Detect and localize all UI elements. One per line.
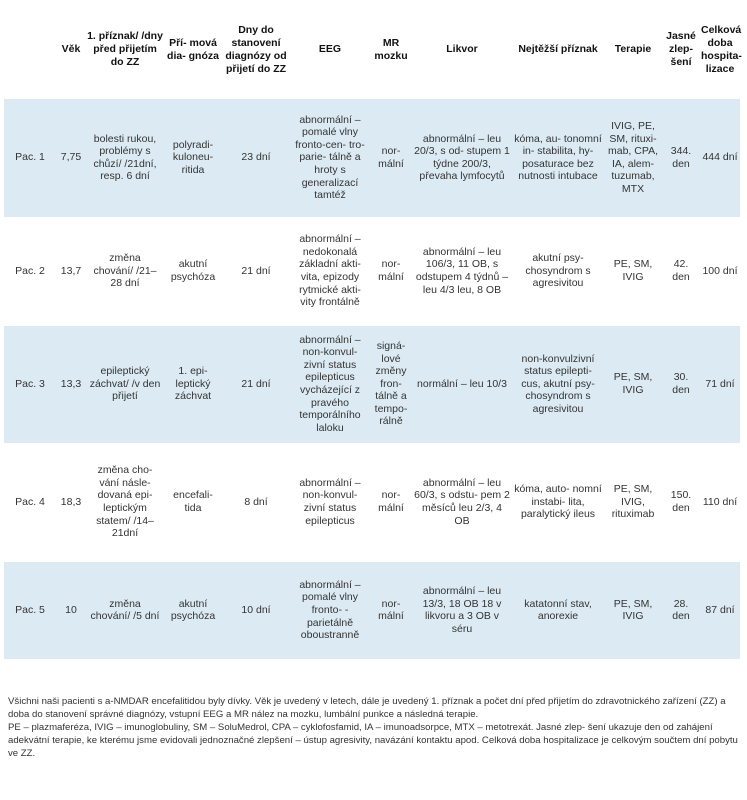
table-cell: 150. den — [662, 443, 700, 561]
table-cell: 100 dní — [700, 217, 740, 325]
table-cell: 8 dní — [222, 443, 290, 561]
header-cell: Pří- mová dia- gnóza — [167, 36, 219, 62]
table-cell: Pac. 2 — [4, 217, 56, 325]
table-cell: signá- lové změny fron- tálně a tempo- rálně — [370, 325, 412, 443]
table-cell: nor- mální — [370, 443, 412, 561]
table-cell: 1. epi- leptický záchvat — [164, 325, 222, 443]
table-cell: PE, SM, IVIG — [604, 561, 662, 659]
table-cell: 87 dní — [700, 561, 740, 659]
table-cell: abnormální – leu 106/3, 11 OB, s odstupem 4 týdnů – leu 4/3 leu, 8 OB — [412, 217, 512, 325]
table-cell: 42. den — [662, 217, 700, 325]
header-cell: Terapie — [614, 43, 652, 55]
table-cell: 30. den — [662, 325, 700, 443]
table-cell: 10 — [56, 561, 86, 659]
table-cell: abnormální – non-konvul- zivní status epilepticus — [290, 443, 370, 561]
table-cell: změna cho- vání násle- dovaná epi- leptickým statem/ /14–21dní — [86, 443, 164, 561]
notes-block — [8, 695, 740, 760]
header-cell: Celková doba hospita- lizace — [701, 23, 742, 75]
table-cell: nor- mální — [370, 217, 412, 325]
table-cell: kóma, auto- nomní instabi- lita, paralytický ileus — [512, 443, 604, 561]
table-cell: PE, SM, IVIG — [604, 217, 662, 325]
table-cell: změna chování/ /21–28 dní — [86, 217, 164, 325]
table-cell: 21 dní — [222, 217, 290, 325]
header-cell: Věk — [61, 43, 81, 55]
table-cell: Pac. 5 — [4, 561, 56, 659]
table-cell: epileptický záchvat/ /v den přijetí — [86, 325, 164, 443]
header-cell: Jasné zlep- šení — [666, 30, 696, 68]
table-cell: kóma, au- tonomní in- stabilita, hy- posaturace bez nutnosti intubace — [512, 99, 604, 217]
table-cell: IVIG, PE, SM, rituxi- mab, CPA, IA, alem- tuzumab, MTX — [604, 99, 662, 217]
header-cell: MR mozku — [374, 36, 408, 62]
table-cell: 23 dní — [222, 99, 290, 217]
table-cell: abnormální – leu 20/3, s od- stupem 1 týdne 200/3, převaha lymfocytů — [412, 99, 512, 217]
header-cell: Dny do stanovení diagnózy od přijetí do ZZ — [225, 23, 287, 75]
table-cell: 13,3 — [56, 325, 86, 443]
table-cell: 13,7 — [56, 217, 86, 325]
table-cell: abnormální – leu 13/3, 18 OB 18 v likvoru a 3 OB v séru — [412, 561, 512, 659]
table-row — [4, 561, 740, 659]
table-cell: akutní psychóza — [164, 217, 222, 325]
table-cell: normální – leu 10/3 — [412, 325, 512, 443]
table-cell: 28. den — [662, 561, 700, 659]
table-cell: 444 dní — [700, 99, 740, 217]
table-row — [4, 443, 740, 561]
table-cell: abnormální – nedokonalá základní akti- vita, epizody rytmické akti- vity frontálně — [290, 217, 370, 325]
patient-table-container — [4, 0, 744, 659]
table-row — [4, 99, 740, 217]
table-cell: 344. den — [662, 99, 700, 217]
table-cell: abnormální – non-konvul- zivní status epilepticus vycházející z pravého temporálního laloku — [290, 325, 370, 443]
note-paragraph: Všichni naši pacienti s a-NMDAR encefalitidou byly dívky. Věk je uvedený v letech, dále je uvedený 1. příznak a počet dní před přijetím do zdravotnického zařízení (ZZ) a doba do stanovení správné diagnózy, vstupní EEG a MR nález na mozku, lumbální punkce a následná terapie. — [8, 696, 726, 720]
table-cell: nor- mální — [370, 561, 412, 659]
table-cell: akutní psy- chosyndrom s agresivitou — [512, 217, 604, 325]
table-row — [4, 325, 740, 443]
table-cell: 21 dní — [222, 325, 290, 443]
table-cell: bolesti rukou, problémy s chůzí/ /21dní, resp. 6 dní — [86, 99, 164, 217]
table-notes — [4, 695, 744, 760]
header-cell: 1. příznak/ /dny před přijetím do ZZ — [87, 30, 163, 68]
note-paragraph: PE – plazmaferéza, IVIG – imunoglobuliny, SM – SoluMedrol, CPA – cyklofosfamid, IA – imunoadsorpce, MTX – metotrexát. Jasné zlep- šení ukazuje den od zahájení adekvátní terapie, ke kterému jsme evidovali jednoznačné zlepšení – ústup agresivity, navázání kontaktu apod. Celková doba hospitalizace je celkovým součtem dní pobytu ve ZZ. — [8, 722, 738, 759]
table-cell: abnormální – pomalé vlny fronto-cen- tro-parie- tálně a hroty s generalizací tamtéž — [290, 99, 370, 217]
header-cell: EEG — [318, 43, 342, 55]
patient-table — [4, 0, 740, 659]
table-cell: PE, SM, IVIG — [604, 325, 662, 443]
header-cell: Nejtěžší příznak — [518, 43, 598, 55]
table-cell: Pac. 4 — [4, 443, 56, 561]
table-cell: PE, SM, IVIG, rituximab — [604, 443, 662, 561]
table-cell: 71 dní — [700, 325, 740, 443]
table-cell: 18,3 — [56, 443, 86, 561]
table-cell: encefali- tida — [164, 443, 222, 561]
table-cell: abnormální – leu 60/3, s odstu- pem 2 měsíců leu 2/3, 4 OB — [412, 443, 512, 561]
header-cell — [4, 0, 56, 99]
table-cell: non-konvulzivní status epilepti- cus, akutní psy- chosyndrom s agresivitou — [512, 325, 604, 443]
table-cell: katatonní stav, anorexie — [512, 561, 604, 659]
table-cell: akutní psychóza — [164, 561, 222, 659]
table-cell: 10 dní — [222, 561, 290, 659]
header-row — [4, 0, 740, 99]
table-cell: polyradi- kuloneu- ritida — [164, 99, 222, 217]
table-row — [4, 217, 740, 325]
table-cell: 7,75 — [56, 99, 86, 217]
table-cell: 110 dní — [700, 443, 740, 561]
table-cell: nor- mální — [370, 99, 412, 217]
table-cell: změna chování/ /5 dní — [86, 561, 164, 659]
table-cell: Pac. 1 — [4, 99, 56, 217]
header-cell: Likvor — [446, 43, 478, 55]
table-cell: abnormální – pomalé vlny fronto- -parietálně oboustranně — [290, 561, 370, 659]
table-cell: Pac. 3 — [4, 325, 56, 443]
